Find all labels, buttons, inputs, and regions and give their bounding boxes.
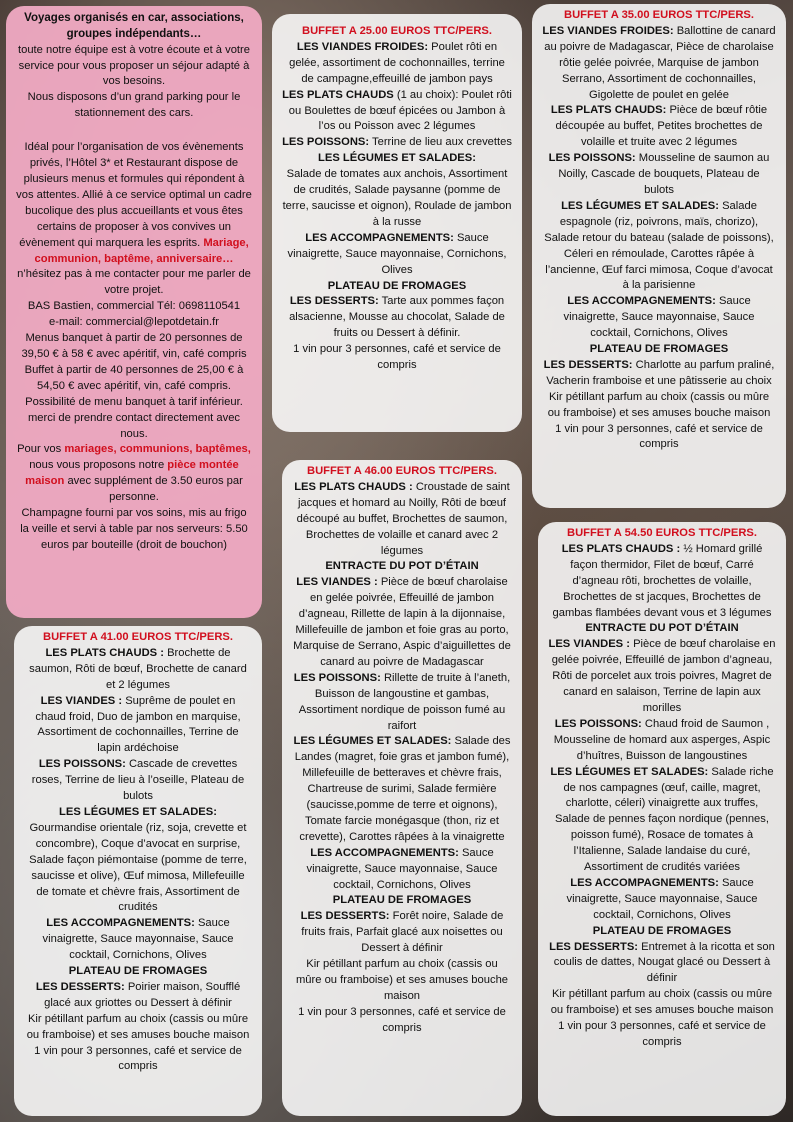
piece-highlight-2: pièce montée maison bbox=[25, 459, 239, 488]
intro-heading-line1: Voyages organisés en car, associations, bbox=[24, 12, 244, 24]
buffet-54-vin: 1 vin pour 3 personnes, café et service de compris bbox=[558, 1020, 766, 1048]
buffet-46-vin: 1 vin pour 3 personnes, café et service de compris bbox=[298, 1005, 506, 1034]
intro-menu-inferieur: Possibilité de menu banquet à tarif inférieur. bbox=[25, 395, 243, 408]
intro-heading-line2: groupes indépendants… bbox=[66, 28, 202, 41]
buffet-35-desserts: LES DESSERTS: Charlotte au parfum praliné, Vacherin framboise et une pâtisserie au choix bbox=[543, 358, 775, 387]
buffet-41-legumes: LES LÉGUMES ET SALADES: Gourmandise orientale (riz, soja, crevette et concombre), Coque d’avocat en surprise, Salade façon piémontaise (pomme de terre, saucisse et olive), Œuf mimosa, Millefeuille de tomate et chèvre frais, Assortiment de crudités bbox=[29, 805, 247, 914]
buffet-35-card bbox=[532, 4, 786, 508]
buffet-35-poissons: LES POISSONS: Mousseline de saumon au Noilly, Cascade de bouquets, Plateau de bulots bbox=[548, 152, 770, 196]
buffet-46-kir: Kir pétillant parfum au choix (cassis ou mûre ou framboise) et ses amuses bouche maison bbox=[295, 958, 509, 1002]
piece-mid: nous vous proposons notre bbox=[29, 459, 165, 472]
buffet-54-chauds: LES PLATS CHAUDS : ½ Homard grillé façon thermidor, Filet de bœuf, Carré d’agneau rôti, brochettes de volaille, Brochettes de st jacques, Brochettes de gambas flambées devant vous et 3 légumes bbox=[552, 542, 772, 619]
intro-contact-direct: merci de prendre contact directement avec nous. bbox=[27, 411, 241, 440]
buffet-41-chauds: LES PLATS CHAUDS : Brochette de saumon, Rôti de bœuf, Brochette de canard et 2 légumes bbox=[29, 646, 247, 691]
intro-champagne: Champagne fourni par vos soins, mis au frigo la veille et servi à table par nos serveurs: 5.50 euros par bouteille (droit de bouchon) bbox=[20, 507, 248, 551]
buffet-25-legumes: Salade de tomates aux anchois, Assortiment de crudités, Salade paysanne (pomme de terre, saucisse et oignon), Roulade de jambon à la russe bbox=[282, 168, 512, 228]
buffet-46-poissons: LES POISSONS: Rillette de truite à l’aneth, Buisson de langoustine et gambas, Assortiment nordique de poisson fumé au raifort bbox=[293, 671, 511, 732]
buffet-46-desserts: LES DESSERTS: Forêt noire, Salade de fruits frais, Parfait glacé aux noisettes ou Dessert à définir bbox=[300, 910, 504, 955]
buffet-46-legumes: LES LÉGUMES ET SALADES: Salade des Landes (magret, foie gras et jambon fumé), Millefeuille de betteraves et chèvre frais, Chartreuse de surimi, Salade fermière (saucisse,pomme de terre et oignons), Tomate farcie monégasque (thon, riz et crevette), Carottes râpées à la vinaigrette bbox=[293, 735, 511, 843]
intro-piece-montee bbox=[16, 442, 252, 506]
buffet-46-chauds: LES PLATS CHAUDS : Croustade de saint jacques et homard au Noilly, Rôti de bœuf découpé au buffet, Brochettes de saumon, Brochettes de volaille et canard avec 2 légumes bbox=[294, 480, 510, 557]
buffet-35-kir: Kir pétillant parfum au choix (cassis ou mûre ou framboise) et ses amuses bouche maison bbox=[547, 390, 771, 419]
buffet-46-viandes: LES VIANDES : Pièce de bœuf charolaise en gelée poivrée, Effeuillé de jambon d’agneau, Rillette de lapin à la dijonnaise, Millefeuille de jambon et foie gras au porto, Marquise de Serrano, Aspic d’aiguillettes de canard au poivre de Madagascar bbox=[293, 576, 511, 668]
intro-para-team: toute notre équipe est à votre écoute et à votre service pour vous proposer un séjour adapté à vos besoins. bbox=[18, 43, 250, 88]
buffet-41-fromages: PLATEAU DE FROMAGES bbox=[68, 965, 208, 978]
intro-spacer bbox=[16, 122, 252, 140]
buffet-41-viandes: LES VIANDES : Suprême de poulet en chaud froid, Duo de jambon en marquise, Assortiment de cochonnailles, Terrine de lapin ardéchoise bbox=[35, 694, 241, 755]
buffet-41-accomp: LES ACCOMPAGNEMENTS: Sauce vinaigrette, Sauce mayonnaise, Sauce cocktail, Cornichons, Olives bbox=[42, 917, 234, 962]
buffet-54-accomp: LES ACCOMPAGNEMENTS: Sauce vinaigrette, Sauce mayonnaise, Sauce cocktail, Cornichons, Olives bbox=[566, 876, 758, 921]
intro-events-text: Idéal pour l’organisation de vos évènements privés, l’Hôtel 3* et Restaurant dispose de plusieurs menus et formules qui répondent à vos attentes. Allié à ce service optimal un cadre bucolique des plus accueillants et vous êtes certains de proposer à vos convives un évènement qui marquera les esprits. bbox=[16, 141, 252, 249]
buffet-54-kir: Kir pétillant parfum au choix (cassis ou mûre ou framboise) et ses amuses bouche maison bbox=[550, 988, 774, 1017]
piece-post: avec supplément de 3.50 euros par personne. bbox=[67, 475, 243, 504]
buffet-54-entracte: ENTRACTE DU POT D’ÉTAIN bbox=[585, 622, 739, 635]
buffet-54-viandes: LES VIANDES : Pièce de bœuf charolaise en gelée poivrée, Effeuillé de jambon d’agneau, Rôti de porcelet aux trois poivres, Magret de canard en salaison, Terrine de lapin aux morilles bbox=[548, 638, 776, 714]
buffet-54-card bbox=[538, 522, 786, 1116]
intro-contact-name: BAS Bastien, commercial Tél: 0698110541 bbox=[27, 300, 241, 313]
buffet-25-chauds: LES PLATS CHAUDS (1 au choix): Poulet rôti ou Boulettes de bœuf épicées ou Jambon à l’os ou Poisson avec 2 légumes bbox=[282, 88, 512, 133]
buffet-46-price: BUFFET A 46.00 EUROS TTC/PERS. bbox=[306, 465, 497, 477]
buffet-54-desserts: LES DESSERTS: Entremet à la ricotta et son coulis de dattes, Nougat glacé ou Dessert à définir bbox=[549, 940, 775, 985]
buffet-54-legumes: LES LÉGUMES ET SALADES: Salade riche de nos campagnes (œuf, caille, magret, charlotte, céleri) vinaigrette aux truffes, Salade de pennes façon nordique (pennes, poisson fumé), Rosace de tomates à l’Italienne, Salade landaise du curé, Assortiment de crudités variées bbox=[550, 765, 774, 874]
buffet-46-fromages: PLATEAU DE FROMAGES bbox=[332, 894, 472, 907]
buffet-46-entracte: ENTRACTE DU POT D’ÉTAIN bbox=[325, 560, 479, 573]
buffet-46-accomp: LES ACCOMPAGNEMENTS: Sauce vinaigrette, Sauce mayonnaise, Sauce cocktail, Cornichons, Olives bbox=[306, 846, 498, 891]
buffet-54-fromages: PLATEAU DE FROMAGES bbox=[592, 924, 732, 937]
buffet-25-vin: 1 vin pour 3 personnes, café et service de compris bbox=[293, 343, 501, 372]
buffet-41-vin: 1 vin pour 3 personnes, café et service de compris bbox=[34, 1044, 242, 1073]
buffet-41-poissons: LES POISSONS: Cascade de crevettes roses, Terrine de lieu à l’oseille, Plateau de bulots bbox=[31, 758, 245, 803]
buffet-35-legumes: LES LÉGUMES ET SALADES: Salade espagnole (riz, poivrons, maïs, chorizo), Salade retour du bateau (salade de poissons), Céleri en rémoulade, Carottes râpée à l’ancienne, Œuf farci mimosa, Coque d’avocat à la parisienne bbox=[544, 199, 774, 292]
intro-menus-banquet: Menus banquet à partir de 20 personnes de 39,50 € à 58 € avec apéritif, vin, café compris bbox=[21, 332, 247, 360]
buffet-41-card bbox=[14, 626, 262, 1116]
buffet-54-price: BUFFET A 54.50 EUROS TTC/PERS. bbox=[566, 527, 757, 539]
buffet-35-price: BUFFET A 35.00 EUROS TTC/PERS. bbox=[563, 9, 754, 21]
buffet-35-accomp: LES ACCOMPAGNEMENTS: Sauce vinaigrette, Sauce mayonnaise, Sauce cocktail, Cornichons, Olives bbox=[563, 295, 755, 340]
buffet-41-price: BUFFET A 41.00 EUROS TTC/PERS. bbox=[42, 631, 233, 643]
buffet-54-poissons: LES POISSONS: Chaud froid de Saumon , Mousseline de homard aux asperges, Aspic d’huîtres, Buisson de langoustines bbox=[553, 717, 771, 762]
piece-highlight-1: mariages, communions, baptêmes, bbox=[64, 443, 251, 456]
buffet-25-fromages: PLATEAU DE FROMAGES bbox=[327, 279, 467, 292]
buffet-25-poissons: LES POISSONS: Terrine de lieu aux crevettes bbox=[282, 136, 512, 149]
buffet-25-card bbox=[272, 14, 522, 432]
buffet-35-fromages: PLATEAU DE FROMAGES bbox=[589, 343, 729, 356]
intro-buffet-info: Buffet à partir de 40 personnes de 25,00 € à 54,50 € avec apéritif, vin, café compris. bbox=[24, 363, 244, 392]
intro-para-parking: Nous disposons d’un grand parking pour le stationnement des cars. bbox=[27, 91, 241, 120]
intro-para-events bbox=[16, 140, 252, 267]
buffet-35-viandes: LES VIANDES FROIDES: Ballottine de canard au poivre de Madagascar, Pièce de charolaise rôtie gelée poivrée, Marquise de jambon Serrano, Assortiment de cochonnailles, Gigolette de poulet en gelée bbox=[542, 24, 776, 101]
buffet-25-legumes-label: LES LÉGUMES ET SALADES: bbox=[318, 152, 476, 165]
buffet-46-card bbox=[282, 460, 522, 1116]
buffet-41-desserts: LES DESSERTS: Poirier maison, Soufflé glacé aux griottes ou Dessert à définir bbox=[35, 980, 241, 1009]
intro-events-highlight: Mariage, communion, baptême, anniversaire… bbox=[34, 236, 249, 265]
piece-pre: Pour vos bbox=[17, 443, 62, 456]
buffet-25-viandes: LES VIANDES FROIDES: Poulet rôti en gelée, assortiment de cochonnailles, terrine de campagne,effeuillé de jambon pays bbox=[289, 40, 505, 85]
buffet-41-kir: Kir pétillant parfum au choix (cassis ou mûre ou framboise) et ses amuses bouche maison bbox=[26, 1012, 250, 1041]
intro-card bbox=[6, 6, 262, 618]
intro-contact-email[interactable]: e-mail: commercial@lepotdetain.fr bbox=[49, 316, 219, 329]
buffet-25-price: BUFFET A 25.00 EUROS TTC/PERS. bbox=[301, 25, 492, 37]
buffet-35-chauds: LES PLATS CHAUDS: Pièce de bœuf rôtie découpée au buffet, Petites brochettes de volaille et truite avec 2 légumes bbox=[550, 104, 768, 149]
intro-para-contact-invite: n’hésitez pas à me contacter pour me parler de votre projet. bbox=[17, 268, 251, 297]
buffet-35-vin: 1 vin pour 3 personnes, café et service de compris bbox=[555, 422, 763, 451]
buffet-25-accomp: LES ACCOMPAGNEMENTS: Sauce vinaigrette, Sauce mayonnaise, Cornichons, Olives bbox=[287, 231, 507, 276]
buffet-25-desserts: LES DESSERTS: Tarte aux pommes façon alsacienne, Mousse au chocolat, Salade de fruits ou Dessert à définir. bbox=[289, 295, 505, 340]
